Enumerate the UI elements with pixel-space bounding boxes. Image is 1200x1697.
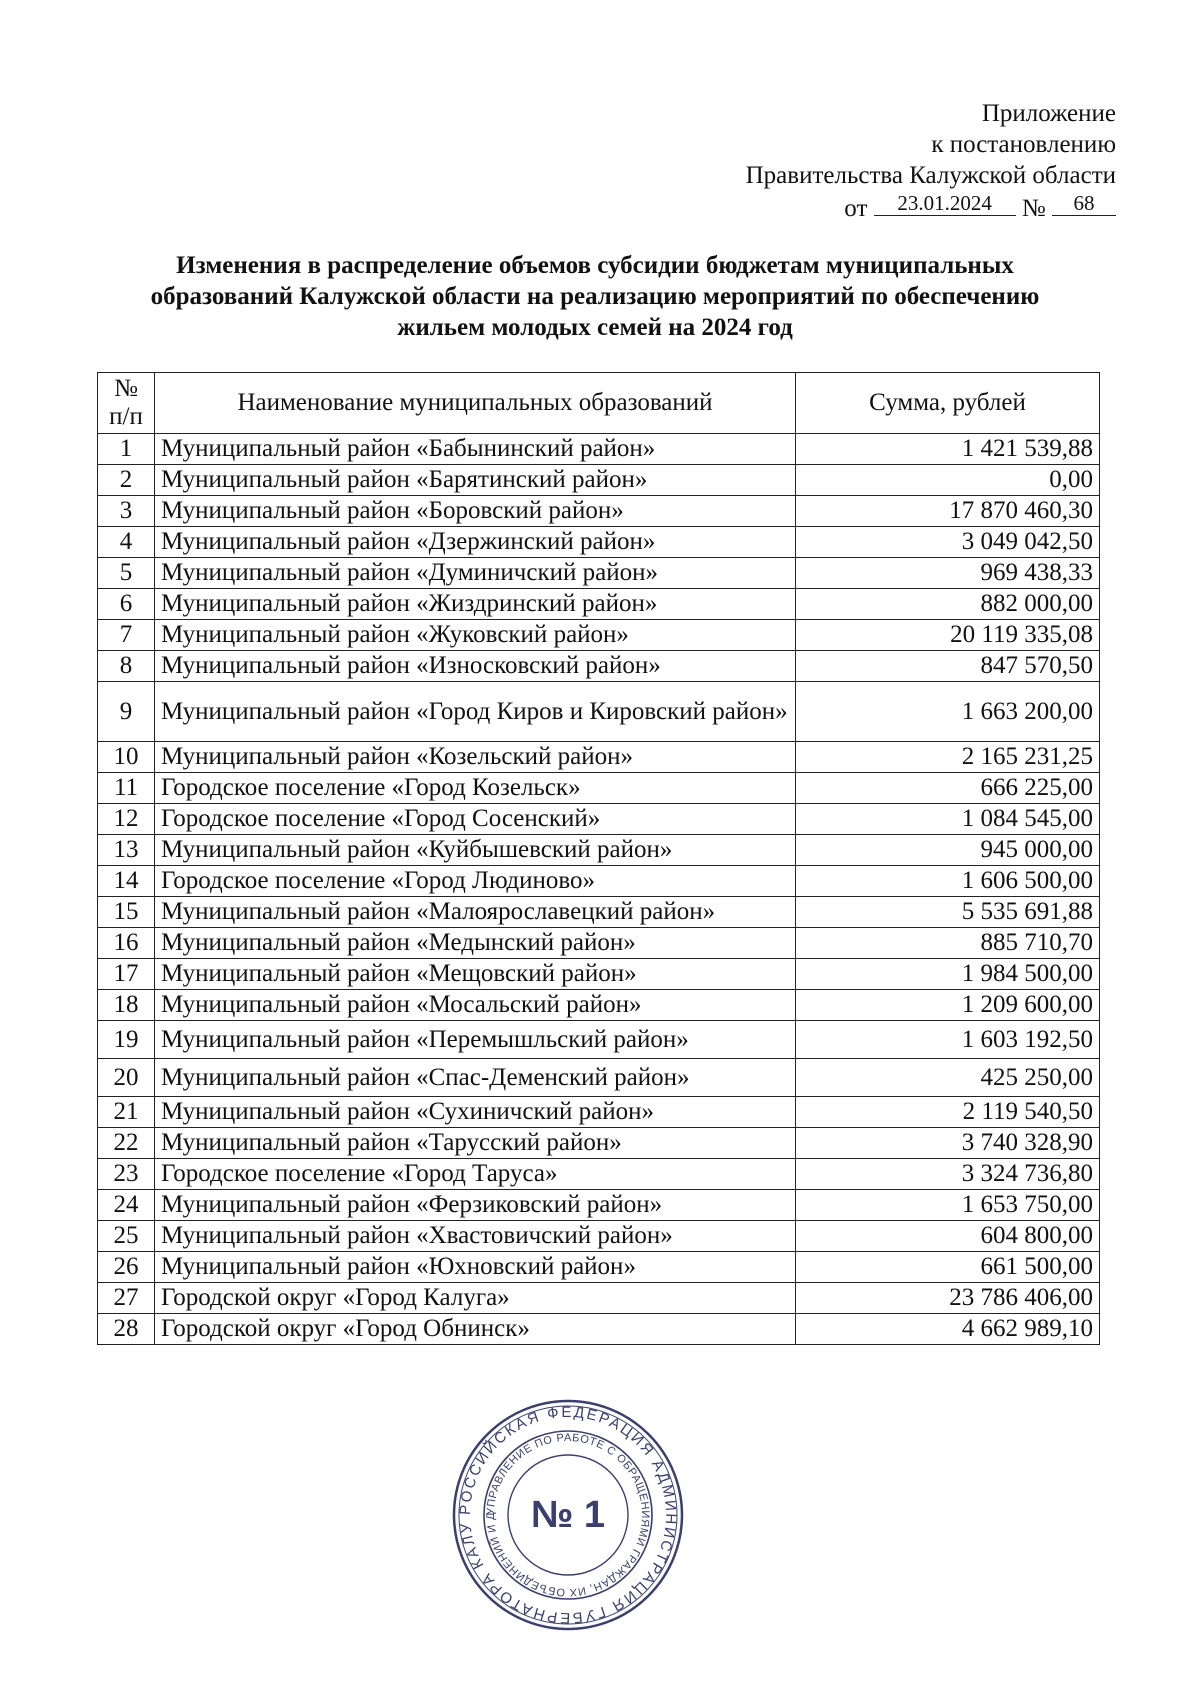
table-row <box>98 1190 1100 1221</box>
subsidy-amount: 1 421 539,88 <box>796 434 1100 465</box>
government-label: Правительства Калужской области <box>745 162 1116 189</box>
table-row <box>98 620 1100 651</box>
municipality-name: Муниципальный район «Мещовский район» <box>155 959 796 990</box>
municipality-name: Муниципальный район «Тарусский район» <box>155 1128 796 1159</box>
number-label: № <box>1021 195 1046 222</box>
subsidy-amount: 885 710,70 <box>796 928 1100 959</box>
municipality-name: Муниципальный район «Бабынинский район» <box>155 434 796 465</box>
table-row <box>98 1314 1100 1345</box>
row-number: 25 <box>98 1221 155 1252</box>
row-number: 14 <box>98 866 155 897</box>
subsidy-amount: 3 049 042,50 <box>796 527 1100 558</box>
municipality-name: Городской округ «Город Калуга» <box>155 1283 796 1314</box>
table-row <box>98 465 1100 496</box>
row-number: 21 <box>98 1097 155 1128</box>
table-row <box>98 1021 1100 1059</box>
table-row <box>98 527 1100 558</box>
subsidy-amount: 1 663 200,00 <box>796 682 1100 742</box>
subsidy-amount: 666 225,00 <box>796 773 1100 804</box>
row-number: 9 <box>98 682 155 742</box>
row-number: 28 <box>98 1314 155 1345</box>
row-number: 11 <box>98 773 155 804</box>
row-number: 26 <box>98 1252 155 1283</box>
row-number: 15 <box>98 897 155 928</box>
resolution-label: к постановлению <box>931 131 1116 158</box>
subsidy-amount: 882 000,00 <box>796 589 1100 620</box>
subsidy-amount: 945 000,00 <box>796 835 1100 866</box>
municipality-name: Городское поселение «Город Сосенский» <box>155 804 796 835</box>
document-title: Изменения в распределение объемов субсидии бюджетам муниципальных образований Калужской области на реализацию мероприятий по обеспечению жильем молодых семей на 2024 год <box>150 252 1040 341</box>
table-row <box>98 773 1100 804</box>
row-number: 10 <box>98 742 155 773</box>
row-number: 4 <box>98 527 155 558</box>
municipality-name: Муниципальный район «Куйбышевский район» <box>155 835 796 866</box>
municipality-name: Муниципальный район «Боровский район» <box>155 496 796 527</box>
row-number: 22 <box>98 1128 155 1159</box>
resolution-date: 23.01.2024 <box>874 191 1016 216</box>
row-number: 27 <box>98 1283 155 1314</box>
municipality-name: Муниципальный район «Жиздринский район» <box>155 589 796 620</box>
seal-inner-text: УПРАВЛЕНИЕ ПО РАБОТЕ С ОБРАЩЕНИЯМИ ГРАЖДАН, ИХ ОБЪЕДИНЕНИЙ И Д <box>484 1431 652 1599</box>
subsidy-amount: 3 324 736,80 <box>796 1159 1100 1190</box>
municipality-name: Муниципальный район «Барятинский район» <box>155 465 796 496</box>
subsidy-amount: 3 740 328,90 <box>796 1128 1100 1159</box>
row-number: 1 <box>98 434 155 465</box>
table-row <box>98 589 1100 620</box>
table-row <box>98 1221 1100 1252</box>
municipality-name: Муниципальный район «Мосальский район» <box>155 990 796 1021</box>
table-row <box>98 1159 1100 1190</box>
row-number: 18 <box>98 990 155 1021</box>
appendix-label: Приложение <box>981 100 1116 127</box>
municipality-name: Муниципальный район «Хвастовичский район» <box>155 1221 796 1252</box>
subsidy-amount: 1 653 750,00 <box>796 1190 1100 1221</box>
municipality-name: Муниципальный район «Жуковский район» <box>155 620 796 651</box>
date-number-line <box>556 193 1116 224</box>
table-row <box>98 959 1100 990</box>
table-header-row <box>98 373 1100 434</box>
table-row <box>98 835 1100 866</box>
municipality-name: Муниципальный район «Юхновский район» <box>155 1252 796 1283</box>
table-row <box>98 1059 1100 1097</box>
column-header-number-line1: № <box>114 375 138 402</box>
from-label: от <box>844 195 868 222</box>
table-row <box>98 1128 1100 1159</box>
subsidy-amount: 1 603 192,50 <box>796 1021 1100 1059</box>
municipality-name: Муниципальный район «Сухиничский район» <box>155 1097 796 1128</box>
column-header-number <box>98 373 155 434</box>
municipality-name: Городское поселение «Город Людиново» <box>155 866 796 897</box>
subsidy-amount: 1 606 500,00 <box>796 866 1100 897</box>
table-row <box>98 804 1100 835</box>
seal-graphic <box>448 1395 688 1635</box>
row-number: 5 <box>98 558 155 589</box>
subsidy-amount: 0,00 <box>796 465 1100 496</box>
table-row <box>98 928 1100 959</box>
municipality-name: Муниципальный район «Город Киров и Кировский район» <box>155 682 796 742</box>
row-number: 13 <box>98 835 155 866</box>
row-number: 6 <box>98 589 155 620</box>
table-row <box>98 558 1100 589</box>
table-row <box>98 682 1100 742</box>
subsidy-amount: 4 662 989,10 <box>796 1314 1100 1345</box>
subsidy-amount: 1 984 500,00 <box>796 959 1100 990</box>
column-header-name: Наименование муниципальных образований <box>155 373 796 434</box>
table-row <box>98 897 1100 928</box>
municipality-name: Муниципальный район «Медынский район» <box>155 928 796 959</box>
table-row <box>98 651 1100 682</box>
row-number: 16 <box>98 928 155 959</box>
appendix-header <box>556 98 1116 224</box>
row-number: 7 <box>98 620 155 651</box>
row-number: 12 <box>98 804 155 835</box>
table-row <box>98 866 1100 897</box>
table-row <box>98 434 1100 465</box>
row-number: 19 <box>98 1021 155 1059</box>
subsidy-amount: 2 165 231,25 <box>796 742 1100 773</box>
table-row <box>98 496 1100 527</box>
subsidy-amount: 969 438,33 <box>796 558 1100 589</box>
column-header-number-line2: п/п <box>109 403 143 430</box>
municipality-name: Городское поселение «Город Козельск» <box>155 773 796 804</box>
subsidy-amount: 425 250,00 <box>796 1059 1100 1097</box>
row-number: 8 <box>98 651 155 682</box>
official-seal <box>448 1395 688 1635</box>
subsidy-amount: 5 535 691,88 <box>796 897 1100 928</box>
table-row <box>98 990 1100 1021</box>
subsidy-amount: 23 786 406,00 <box>796 1283 1100 1314</box>
subsidy-amount: 1 209 600,00 <box>796 990 1100 1021</box>
municipality-name: Муниципальный район «Перемышльский район» <box>155 1021 796 1059</box>
municipality-name: Муниципальный район «Износковский район» <box>155 651 796 682</box>
row-number: 2 <box>98 465 155 496</box>
municipality-name: Муниципальный район «Дзержинский район» <box>155 527 796 558</box>
subsidy-amount: 1 084 545,00 <box>796 804 1100 835</box>
municipality-name: Муниципальный район «Спас-Деменский район» <box>155 1059 796 1097</box>
seal-center-number: № 1 <box>530 1494 606 1536</box>
subsidy-table <box>97 372 1100 1345</box>
row-number: 23 <box>98 1159 155 1190</box>
municipality-name: Муниципальный район «Ферзиковский район» <box>155 1190 796 1221</box>
column-header-sum: Сумма, рублей <box>796 373 1100 434</box>
table-row <box>98 1283 1100 1314</box>
row-number: 3 <box>98 496 155 527</box>
table-row <box>98 742 1100 773</box>
municipality-name: Городское поселение «Город Таруса» <box>155 1159 796 1190</box>
row-number: 17 <box>98 959 155 990</box>
table-row <box>98 1097 1100 1128</box>
table-row <box>98 1252 1100 1283</box>
subsidy-amount: 20 119 335,08 <box>796 620 1100 651</box>
municipality-name: Городской округ «Город Обнинск» <box>155 1314 796 1345</box>
subsidy-amount: 17 870 460,30 <box>796 496 1100 527</box>
municipality-name: Муниципальный район «Малоярославецкий район» <box>155 897 796 928</box>
municipality-name: Муниципальный район «Козельский район» <box>155 742 796 773</box>
seal-outer-text: РОССИЙСКАЯ ФЕДЕРАЦИЯ АДМИНИСТРАЦИЯ ГУБЕРНАТОРА КАЛУ <box>456 1403 680 1627</box>
resolution-number: 68 <box>1052 191 1116 216</box>
row-number: 24 <box>98 1190 155 1221</box>
subsidy-amount: 2 119 540,50 <box>796 1097 1100 1128</box>
row-number: 20 <box>98 1059 155 1097</box>
municipality-name: Муниципальный район «Думиничский район» <box>155 558 796 589</box>
subsidy-amount: 847 570,50 <box>796 651 1100 682</box>
subsidy-amount: 661 500,00 <box>796 1252 1100 1283</box>
subsidy-amount: 604 800,00 <box>796 1221 1100 1252</box>
